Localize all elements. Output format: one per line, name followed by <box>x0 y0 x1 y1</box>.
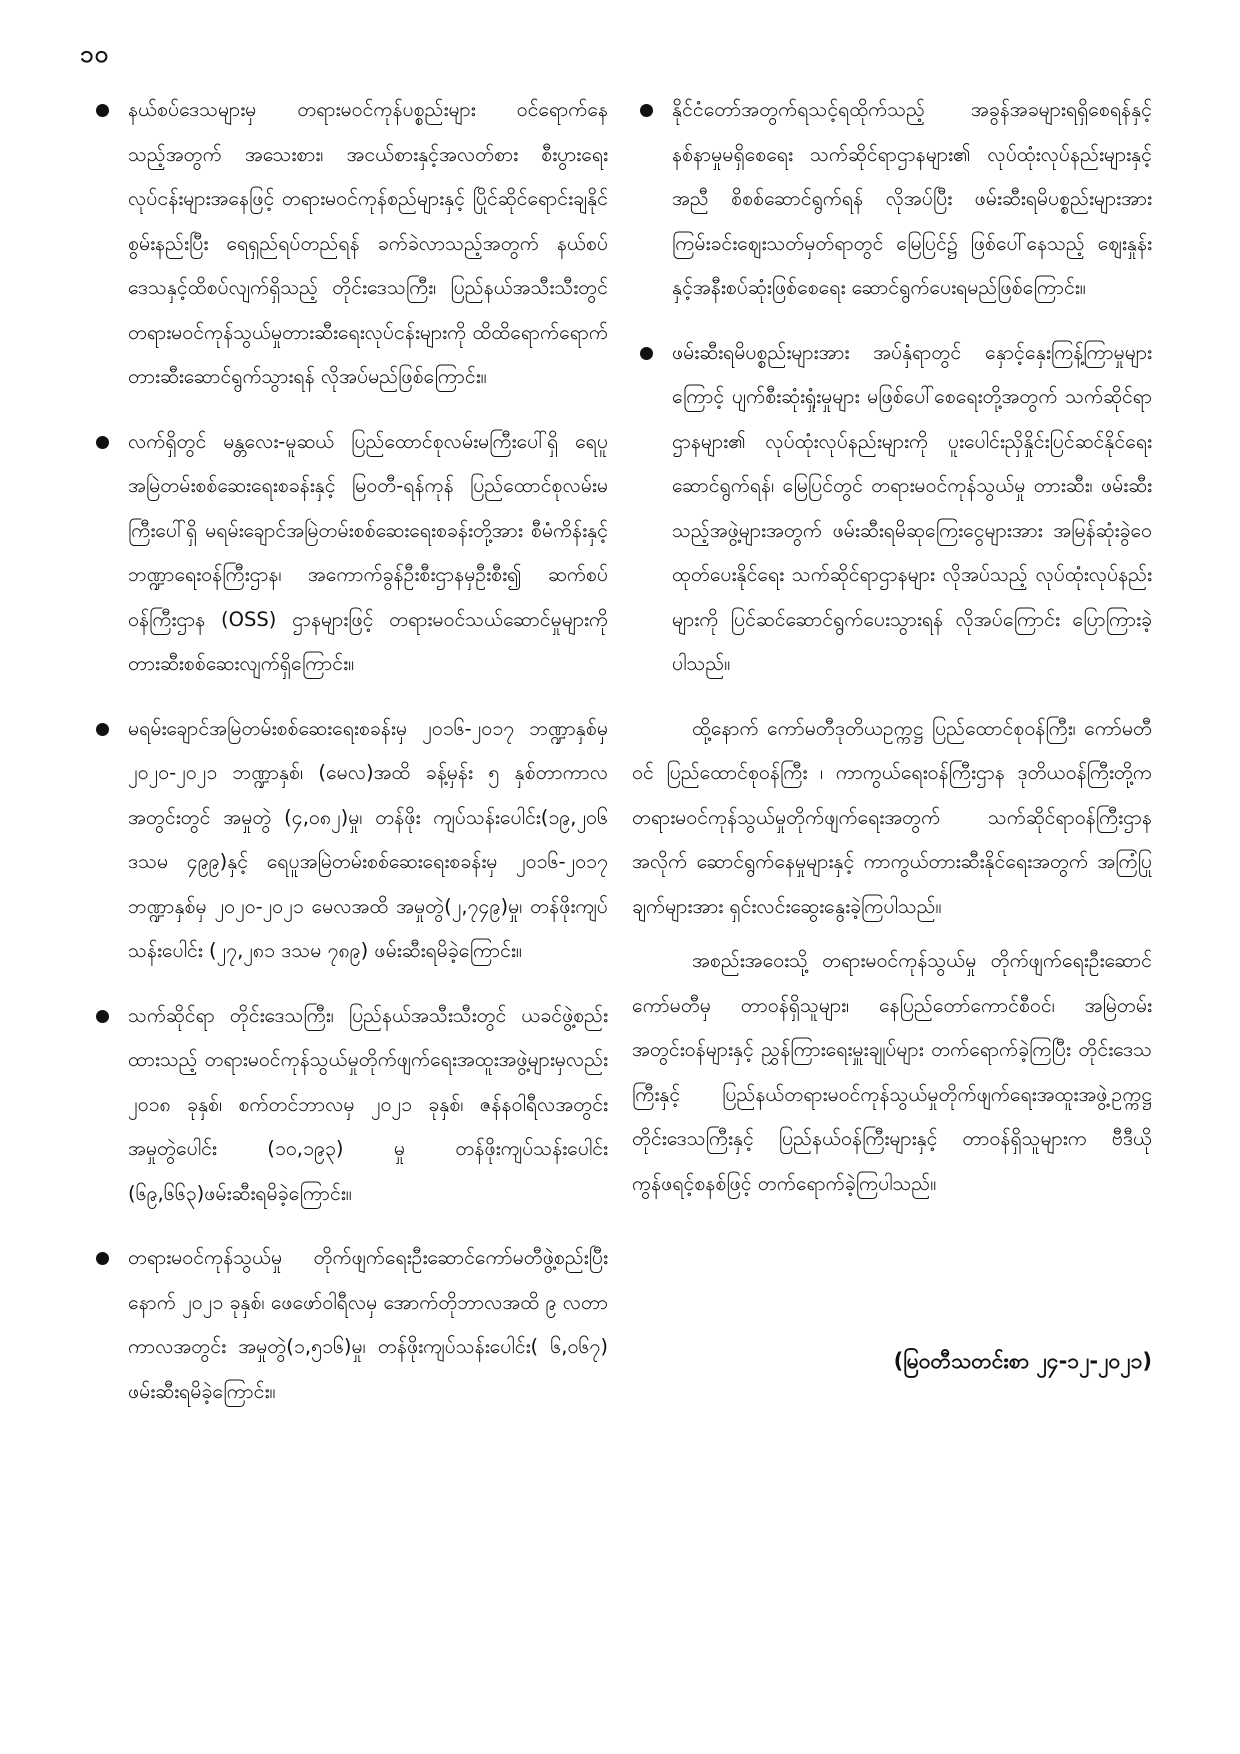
bullet-item: ဖမ်းဆီးရမိပစ္စည်းများအား အပ်နှံရာတွင် နှောင့်နှေးကြန့်ကြာမှုများကြောင့် ပျက်စီးဆုံးရှုံးမှုများ မဖြစ်ပေါ်စေရေးတို့အတွက် သက်ဆိုင်ရာဌာနများ၏ လုပ်ထုံးလုပ်နည်းများကို ပူးပေါင်းညှိနှိုင်းပြင်ဆင်နိုင်ရေး ဆောင်ရွက်ရန်၊ မြေပြင်တွင် တရားမဝင်ကုန်သွယ်မှု တားဆီး၊ ဖမ်းဆီးသည့်အဖွဲ့များအတွက် ဖမ်းဆီးရမိဆုကြေးငွေများအား အမြန်ဆုံးခွဲဝေထုတ်ပေးနိုင်ရေး သက်ဆိုင်ရာဌာနများ လိုအပ်သည့် လုပ်ထုံးလုပ်နည်းများကို ပြင်ဆင်ဆောင်ရွက်ပေးသွားရန် လိုအပ်ကြောင်း ပြောကြားခဲ့ပါသည်။ <box>632 331 1152 687</box>
body-paragraph: အစည်းအဝေးသို့ တရားမဝင်ကုန်သွယ်မှု တိုက်ဖျက်ရေးဦးဆောင်ကော်မတီမှ တာဝန်ရှိသူများ၊ နေပြည်တော်ကောင်စီဝင်၊ အမြဲတမ်းအတွင်းဝန်များနှင့် ညွှန်ကြားရေးမှူးချုပ်များ တက်ရောက်ခဲ့ကြပြီး တိုင်းဒေသကြီးနှင့် ပြည်နယ်တရားမဝင်ကုန်သွယ်မှုတိုက်ဖျက်ရေးအထူးအဖွဲ့ဥက္ကဋ္ဌ တိုင်းဒေသကြီးနှင့် ပြည်နယ်ဝန်ကြီးများနှင့် တာဝန်ရှိသူများက ဗီဒီယိုကွန်ဖရင့်စနစ်ဖြင့် တက်ရောက်ခဲ့ကြပါသည်။ <box>632 949 1152 1195</box>
page-number: ၁၀ <box>80 40 109 68</box>
bullet-item: သက်ဆိုင်ရာ တိုင်းဒေသကြီး၊ ပြည်နယ်အသီးသီးတွင် ယခင်ဖွဲ့စည်းထားသည့် တရားမဝင်ကုန်သွယ်မှုတိုက်ဖျက်ရေးအထူးအဖွဲ့များမှလည်း ၂၀၁၈ ခုနှစ်၊ စက်တင်ဘာလမှ ၂၀၂၁ ခုနှစ်၊ ဇန်နဝါရီလအတွင်း အမှုတွဲပေါင်း (၁၀,၁၉၃) မှု တန်ဖိုးကျပ်သန်းပေါင်း (၆၉,၆၆၃)ဖမ်းဆီးရမိခဲ့ကြောင်း။ <box>88 994 608 1217</box>
bullet-item: နိုင်ငံတော်အတွက်ရသင့်ရထိုက်သည့် အခွန်အခများရရှိစေရန်နှင့် နစ်နာမှုမရှိစေရေး သက်ဆိုင်ရာဌာနများ၏ လုပ်ထုံးလုပ်နည်းများနှင့်အညီ စိစစ်ဆောင်ရွက်ရန် လိုအပ်ပြီး ဖမ်းဆီးရမိပစ္စည်းများအား ကြမ်းခင်းဈေးသတ်မှတ်ရာတွင် မြေပြင်၌ ဖြစ်ပေါ်နေသည့် ဈေးနှုန်းနှင့်အနီးစပ်ဆုံးဖြစ်စေရေး ဆောင်ရွက်ပေးရမည်ဖြစ်ကြောင်း။ <box>632 88 1152 311</box>
body-paragraph: ထို့နောက် ကော်မတီဒုတိယဥက္ကဋ္ဌ ပြည်ထောင်စုဝန်ကြီး၊ ကော်မတီဝင် ပြည်ထောင်စုဝန်ကြီး ၊ ကာကွယ်ရေးဝန်ကြီးဌာန ဒုတိယဝန်ကြီးတို့က တရားမဝင်ကုန်သွယ်မှုတိုက်ဖျက်ရေးအတွက် သက်ဆိုင်ရာဝန်ကြီးဌာနအလိုက် ဆောင်ရွက်နေမှုများနှင့် ကာကွယ်တားဆီးနိုင်ရေးအတွက် အကြံပြုချက်များအား ရှင်းလင်းဆွေးနွေးခဲ့ကြပါသည်။ <box>632 716 1152 918</box>
bullet-item: မရမ်းချောင်အမြဲတမ်းစစ်ဆေးရေးစခန်းမှ ၂၀၁၆-၂၀၁၇ ဘဏ္ဍာနှစ်မှ ၂၀၂၀-၂၀၂၁ ဘဏ္ဍာနှစ်၊ (မေလ)အထိ ခန့်မှန်း ၅ နှစ်တာကာလအတွင်းတွင် အမှုတွဲ (၄,၀၈၂)မှု၊ တန်ဖိုး ကျပ်သန်းပေါင်း(၁၉,၂၀၆ ဒသမ ၄၉၉)နှင့် ရေပူအမြဲတမ်းစစ်ဆေးရေးစခန်းမှ ၂၀၁၆-၂၀၁၇ ဘဏ္ဍာနှစ်မှ ၂၀၂၀-၂၀၂၁ မေလအထိ အမှုတွဲ(၂,၇၄၉)မှု၊ တန်ဖိုးကျပ်သန်းပေါင်း (၂၇,၂၈၁ ဒသမ ၇၈၉) ဖမ်းဆီးရမိခဲ့ကြောင်း။ <box>88 707 608 974</box>
right-column <box>632 88 1152 1216</box>
left-column <box>88 88 608 1434</box>
left-bullet-list <box>88 88 608 1414</box>
source-citation: (မြဝတီသတင်းစာ ၂၄-၁၂-၂၀၂၁) <box>893 1349 1152 1373</box>
bullet-item: တရားမဝင်ကုန်သွယ်မှု တိုက်ဖျက်ရေးဦးဆောင်ကော်မတီဖွဲ့စည်းပြီးနောက် ၂၀၂၁ ခုနှစ်၊ ဖေဖော်ဝါရီလမှ အောက်တိုဘာလအထိ ၉ လတာကာလအတွင်း အမှုတွဲ(၁,၅၁၆)မှု၊ တန်ဖိုးကျပ်သန်းပေါင်း( ၆,၀၆၇) ဖမ်းဆီးရမိခဲ့ကြောင်း။ <box>88 1236 608 1414</box>
right-bullet-list <box>632 88 1152 687</box>
bullet-item: လက်ရှိတွင် မန္တလေး-မူဆယ် ပြည်ထောင်စုလမ်းမကြီးပေါ်ရှိ ရေပူအမြဲတမ်းစစ်ဆေးရေးစခန်းနှင့် မြဝတီ-ရန်ကုန် ပြည်ထောင်စုလမ်းမကြီးပေါ်ရှိ မရမ်းချောင်အမြဲတမ်းစစ်ဆေးရေးစခန်းတို့အား စီမံကိန်းနှင့်ဘဏ္ဍာရေးဝန်ကြီးဌာန၊ အကောက်ခွန်ဦးစီးဌာနမှဦးစီး၍ ဆက်စပ်ဝန်ကြီးဌာန (OSS) ဌာနများဖြင့် တရားမဝင်သယ်ဆောင်မှုများကို တားဆီးစစ်ဆေးလျက်ရှိကြောင်း။ <box>88 420 608 687</box>
bullet-item: နယ်စပ်ဒေသများမှ တရားမဝင်ကုန်ပစ္စည်းများ ဝင်ရောက်နေသည့်အတွက် အသေးစား၊ အငယ်စားနှင့်အလတ်စား စီးပွားရေးလုပ်ငန်းများအနေဖြင့် တရားမဝင်ကုန်စည်များနှင့် ပြိုင်ဆိုင်ရောင်းချနိုင်စွမ်းနည်းပြီး ရေရှည်ရပ်တည်ရန် ခက်ခဲလာသည့်အတွက် နယ်စပ်ဒေသနှင့်ထိစပ်လျက်ရှိသည့် တိုင်းဒေသကြီး၊ ပြည်နယ်အသီးသီးတွင် တရားမဝင်ကုန်သွယ်မှုတားဆီးရေးလုပ်ငန်းများကို ထိထိရောက်ရောက်တားဆီးဆောင်ရွက်သွားရန် လိုအပ်မည်ဖြစ်ကြောင်း။ <box>88 88 608 400</box>
